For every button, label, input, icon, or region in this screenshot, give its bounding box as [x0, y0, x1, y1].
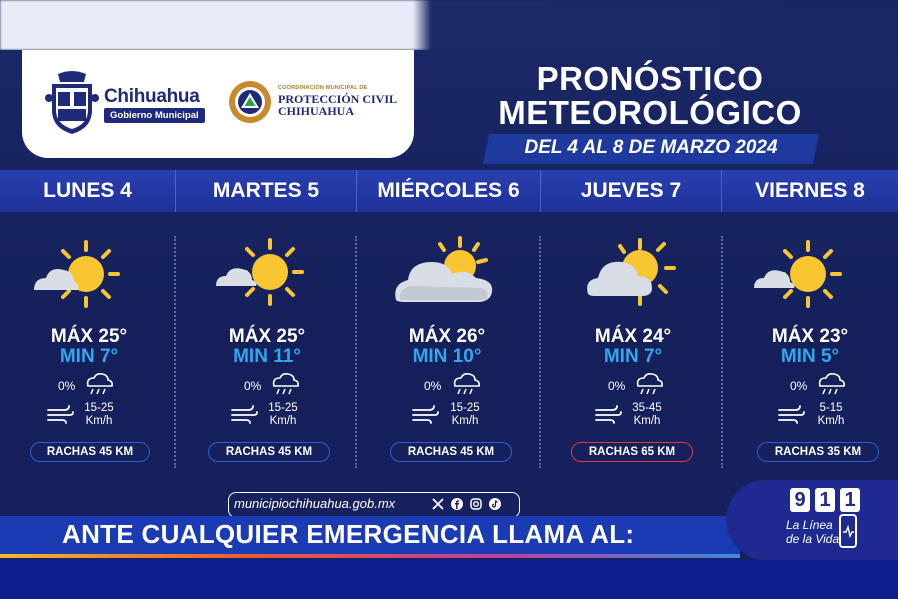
- website-link[interactable]: municipiochihuahua.gob.mx: [234, 496, 396, 511]
- x-icon[interactable]: [432, 498, 444, 510]
- chihuahua-crest-icon: [44, 70, 100, 136]
- blurred-top-band: [0, 0, 898, 50]
- wind-speed-3: [440, 402, 490, 428]
- gusts-badge-5: RACHAS 35 KM: [757, 442, 879, 462]
- wind-range-1: 15-25: [84, 402, 114, 414]
- wind-icon: [46, 404, 74, 424]
- municipality-subtitle: Gobierno Municipal: [104, 108, 205, 123]
- wind-unit-3: Km/h: [451, 415, 479, 427]
- wind-unit-1: Km/h: [85, 415, 113, 427]
- column-divider: [539, 236, 541, 468]
- gusts-badge-4: RACHAS 65 KM: [571, 442, 693, 462]
- rain-cloud-icon: [84, 372, 114, 398]
- wind-speed-2: [258, 402, 308, 428]
- tiktok-icon[interactable]: [489, 498, 501, 510]
- municipality-name: Chihuahua: [104, 86, 200, 107]
- day-label-5: VIERNES 8: [755, 179, 865, 202]
- digit-2: 1: [815, 488, 835, 512]
- rain-chance-2: 0%: [244, 379, 262, 393]
- digit-3: 1: [840, 488, 860, 512]
- partly-sunny-icon: [212, 236, 322, 316]
- min-temp-5: MIN 5°: [780, 346, 840, 367]
- gusts-badge-2: RACHAS 45 KM: [208, 442, 330, 462]
- page-title: [455, 62, 845, 130]
- wind-icon: [411, 404, 439, 424]
- color-stripe: [0, 554, 740, 558]
- gusts-badge-3: RACHAS 45 KM: [390, 442, 512, 462]
- wind-unit-2: Km/h: [269, 415, 297, 427]
- wind-speed-5: [806, 402, 856, 428]
- wind-icon: [777, 404, 805, 424]
- title-line-2: METEOROLÓGICO: [498, 94, 802, 131]
- wind-speed-4: [622, 402, 672, 428]
- wind-range-5: 5-15: [819, 402, 843, 414]
- wind-range-3: 15-25: [450, 402, 480, 414]
- day-label-4: JUEVES 7: [580, 179, 682, 202]
- min-temp-3: MIN 10°: [412, 346, 482, 367]
- wind-icon: [230, 404, 258, 424]
- emergency-text: ANTE CUALQUIER EMERGENCIA LLAMA AL:: [62, 519, 635, 549]
- facebook-icon[interactable]: [451, 498, 463, 510]
- pc-title-line2: CHIHUAHUA: [278, 104, 355, 118]
- proteccion-civil-logo-icon: [228, 80, 272, 124]
- rain-cloud-icon: [634, 372, 664, 398]
- max-temp-2: MÁX 25°: [228, 326, 306, 347]
- min-temp-2: MIN 11°: [233, 346, 301, 367]
- partly-sunny-icon: [28, 238, 138, 318]
- rain-chance-4: 0%: [608, 379, 626, 393]
- min-temp-4: MIN 7°: [603, 346, 663, 367]
- rain-cloud-icon: [816, 372, 846, 398]
- wind-range-2: 15-25: [268, 402, 298, 414]
- column-divider: [174, 236, 176, 468]
- rain-chance-5: 0%: [790, 379, 808, 393]
- wind-icon: [594, 404, 622, 424]
- linea-de-la-vida: [786, 518, 839, 546]
- wind-unit-5: Km/h: [817, 415, 845, 427]
- partly-cloudy-icon: [580, 236, 690, 316]
- phone-icon: [838, 514, 858, 548]
- instagram-icon[interactable]: [470, 498, 482, 510]
- pc-title-line1: PROTECCIÓN CIVIL: [278, 92, 398, 106]
- rain-cloud-icon: [270, 372, 300, 398]
- mostly-cloudy-icon: [390, 234, 500, 314]
- linea-line-2: de la Vida: [786, 532, 840, 546]
- gusts-badge-1: RACHAS 45 KM: [30, 442, 150, 462]
- title-line-1: PRONÓSTICO: [536, 60, 764, 97]
- max-temp-4: MÁX 24°: [594, 326, 672, 347]
- wind-speed-1: [74, 402, 124, 428]
- max-temp-5: MÁX 23°: [771, 326, 849, 347]
- date-range: DEL 4 AL 8 DE MARZO 2024: [524, 137, 778, 158]
- rain-cloud-icon: [451, 372, 481, 398]
- rain-chance-1: 0%: [58, 379, 76, 393]
- pc-title: [278, 93, 397, 117]
- day-label-2: MARTES 5: [212, 179, 320, 202]
- rain-chance-3: 0%: [424, 379, 442, 393]
- day-label-3: MIÉRCOLES 6: [377, 179, 520, 202]
- blurred-bottom-band: [0, 560, 898, 599]
- max-temp-3: MÁX 26°: [408, 326, 486, 347]
- partly-sunny-icon: [750, 238, 860, 318]
- column-divider: [721, 236, 723, 468]
- column-divider: [355, 236, 357, 468]
- wind-range-4: 35-45: [632, 402, 662, 414]
- digit-1: 9: [790, 488, 810, 512]
- linea-line-1: La Línea: [786, 518, 833, 532]
- max-temp-1: MÁX 25°: [50, 326, 128, 347]
- day-label-1: LUNES 4: [43, 179, 132, 202]
- pc-small-text: COORDINACIÓN MUNICIPAL DE: [278, 85, 368, 91]
- min-temp-1: MIN 7°: [59, 346, 119, 367]
- wind-unit-4: Km/h: [633, 415, 661, 427]
